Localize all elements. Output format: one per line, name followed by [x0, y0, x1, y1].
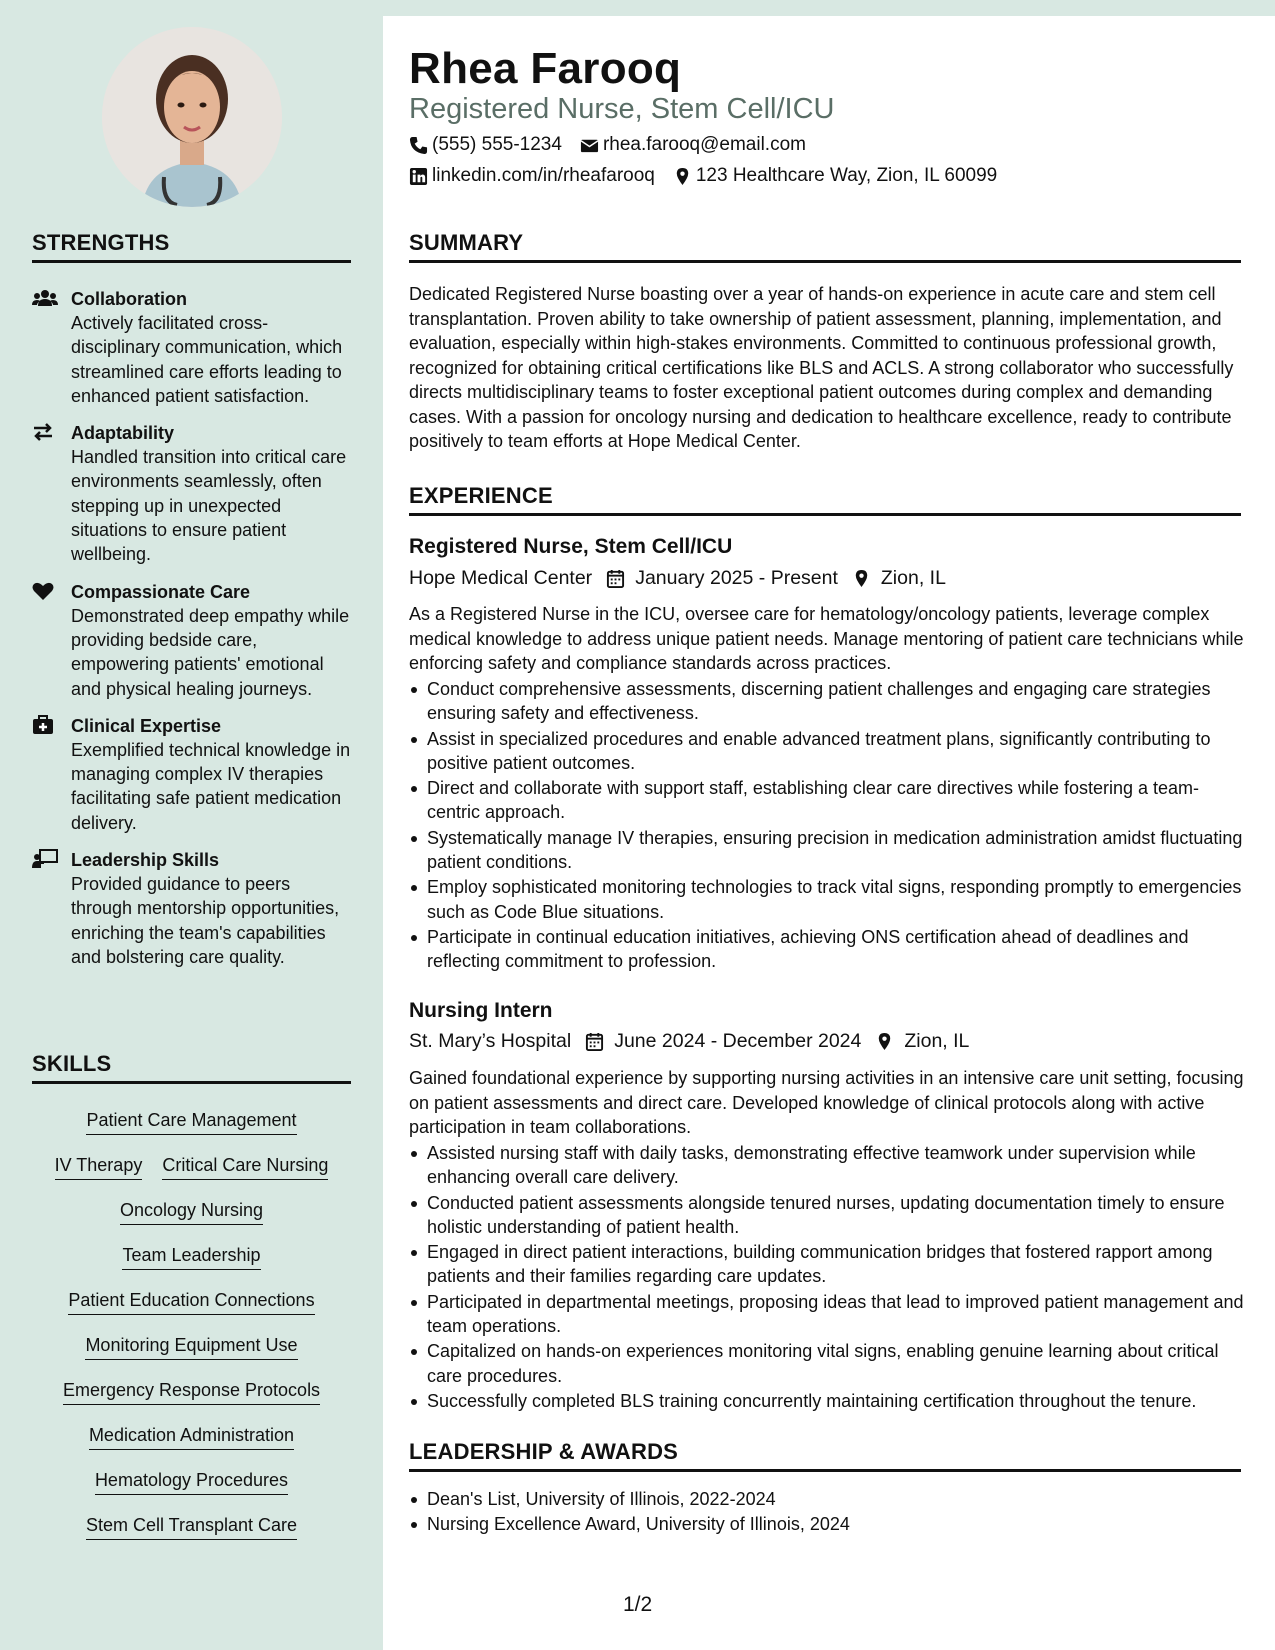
envelope-icon: [580, 136, 599, 155]
strength-item: [32, 580, 354, 701]
job-title: Registered Nurse, Stem Cell/ICU: [409, 535, 733, 558]
phone-text: (555) 555-1234: [432, 134, 562, 155]
skills-heading: SKILLS: [32, 1051, 351, 1084]
job-location: Zion, IL: [904, 1030, 970, 1052]
strength-item: [32, 848, 354, 969]
map-pin-icon: [852, 569, 871, 588]
bullet-item: Direct and collaborate with support staff, establishing clear care directives while fostering a team-centric approach.: [409, 776, 1245, 825]
company-name: St. Mary’s Hospital: [409, 1030, 572, 1052]
job-meta: [409, 1030, 969, 1053]
strength-desc: Exemplified technical knowledge in managing complex IV therapies facilitating safe patient medication delivery.: [71, 739, 351, 833]
strength-title: Compassionate Care: [71, 581, 251, 602]
experience-heading: EXPERIENCE: [409, 483, 1241, 516]
bullet-item: Conducted patient assessments alongside tenured nurses, updating documentation timely to ensure holistic understanding of patient health.: [409, 1191, 1245, 1240]
strength-item: [32, 714, 354, 835]
users-icon: [32, 288, 58, 308]
medkit-icon: [32, 715, 58, 735]
job-description: Gained foundational experience by supporting nursing activities in an intensive care unit setting, focusing on patient assessments and direct care. Developed knowledge of clinical protocols along with active participation in team collaborations.: [409, 1068, 1244, 1137]
map-pin-icon: [673, 167, 692, 186]
bullet-item: Participated in departmental meetings, proposing ideas that lead to improved patient management and team operations.: [409, 1290, 1245, 1339]
strength-title: Adaptability: [71, 423, 175, 444]
arrows-swap-icon: [32, 422, 58, 442]
map-pin-icon: [875, 1032, 894, 1051]
linkedin-text: linkedin.com/in/rheafarooq: [432, 165, 655, 186]
strength-item: [32, 421, 354, 566]
skill-tag: Hematology Procedures: [95, 1468, 288, 1495]
strength-desc: Actively facilitated cross-disciplinary communication, which streamlined care efforts leading to enhanced patient satisfaction.: [71, 313, 343, 406]
bullet-item: Systematically manage IV therapies, ensuring precision in medication administration amidst fluctuating patient conditions.: [409, 826, 1245, 875]
strength-desc: Provided guidance to peers through mentorship opportunities, enriching the team's capabilities and bolstering care quality.: [71, 874, 340, 967]
award-item: Dean's List, University of Illinois, 2022-2024: [409, 1487, 1245, 1511]
job-description: As a Registered Nurse in the ICU, oversee care for hematology/oncology patients, leverage complex medical knowledge to address unique patient needs. Manage mentoring of patient care technicians while enforcing safety and compliance standards across practices.: [409, 604, 1244, 673]
strengths-list: [32, 287, 354, 982]
bullet-item: Employ sophisticated monitoring technologies to track vital signs, responding promptly to emergencies such as Code Blue situations.: [409, 875, 1245, 924]
award-item: Nursing Excellence Award, University of Illinois, 2024: [409, 1512, 1245, 1536]
bullet-item: Capitalized on hands-on experiences monitoring vital signs, enabling genuine learning about critical care procedures.: [409, 1339, 1245, 1388]
heart-icon: [32, 581, 58, 601]
calendar-icon: [585, 1032, 604, 1051]
awards-heading: LEADERSHIP & AWARDS: [409, 1439, 1241, 1472]
bullet-item: Participate in continual education initiatives, achieving ONS certification ahead of deadlines and reflecting commitment to profession.: [409, 925, 1245, 974]
job-title: Nursing Intern: [409, 999, 553, 1022]
skill-tag: Emergency Response Protocols: [63, 1378, 320, 1405]
strength-desc: Handled transition into critical care environments seamlessly, often stepping up in unexpected situations to ensure patient wellbeing.: [71, 447, 347, 565]
candidate-title: Registered Nurse, Stem Cell/ICU: [409, 93, 835, 125]
candidate-name: Rhea Farooq: [409, 44, 682, 93]
strengths-heading: STRENGTHS: [32, 230, 351, 263]
strength-desc: Demonstrated deep empathy while providing bedside care, empowering patients' emotional and physical healing journeys.: [71, 605, 350, 699]
teacher-icon: [32, 849, 58, 869]
address-text: 123 Healthcare Way, Zion, IL 60099: [695, 165, 998, 186]
phone-contact[interactable]: [409, 134, 562, 156]
skill-tag: Monitoring Equipment Use: [85, 1333, 297, 1360]
skill-tag: Medication Administration: [89, 1423, 294, 1450]
contact-row: [409, 134, 806, 156]
main-content: [383, 16, 1275, 1650]
page-number: 1/2: [623, 1593, 653, 1616]
profile-photo: [102, 27, 282, 207]
address-contact: [673, 165, 997, 187]
bullet-item: Assist in specialized procedures and enable advanced treatment plans, significantly contributing to positive patient outcomes.: [409, 727, 1245, 776]
skill-tag: Critical Care Nursing: [162, 1153, 328, 1180]
job-location: Zion, IL: [880, 567, 946, 589]
strength-title: Leadership Skills: [71, 850, 220, 871]
skill-tag: Oncology Nursing: [120, 1198, 263, 1225]
bullet-item: Conduct comprehensive assessments, discerning patient challenges and engaging care strategies ensuring safety and effectiveness.: [409, 677, 1245, 726]
skill-tag: Team Leadership: [122, 1243, 260, 1270]
job-bullets: [409, 1141, 1245, 1414]
bullet-item: Engaged in direct patient interactions, building communication bridges that fostered rapport among patients and their families regarding care updates.: [409, 1240, 1245, 1289]
email-contact[interactable]: [580, 134, 806, 156]
skill-tag: Patient Education Connections: [68, 1288, 314, 1315]
skills-list: [32, 1108, 351, 1558]
summary-text: Dedicated Registered Nurse boasting over a year of hands-on experience in acute care and stem cell transplantation. Proven ability to take ownership of patient assessment, planning, implementation, and evaluation, especially within high-stakes environments. Committed to continuous professional growth, recognized for obtaining critical certifications like BLS and ACLS. A strong collaborator who successfully directs multidisciplinary teams to foster exceptional patient outcomes during complex and demanding cases. With a passion for oncology nursing and dedication to healthcare excellence, ready to contribute positively to team efforts at Hope Medical Center.: [409, 284, 1234, 451]
linkedin-icon: [409, 167, 428, 186]
summary-heading: SUMMARY: [409, 230, 1241, 263]
skill-tag: Patient Care Management: [86, 1108, 296, 1135]
strength-title: Clinical Expertise: [71, 715, 222, 736]
phone-icon: [409, 136, 428, 155]
contact-row: [409, 165, 997, 187]
linkedin-contact[interactable]: [409, 165, 655, 187]
job-bullets: [409, 677, 1245, 975]
strength-title: Collaboration: [71, 289, 187, 309]
job-dates: June 2024 - December 2024: [614, 1030, 862, 1052]
bullet-item: Successfully completed BLS training concurrently maintaining certification throughout the tenure.: [409, 1389, 1245, 1413]
job-meta: [409, 567, 946, 590]
sidebar: [0, 0, 383, 1650]
job-dates: January 2025 - Present: [635, 567, 838, 589]
company-name: Hope Medical Center: [409, 567, 593, 589]
skill-tag: IV Therapy: [55, 1153, 143, 1180]
awards-list: [409, 1487, 1245, 1538]
skill-tag: Stem Cell Transplant Care: [86, 1513, 297, 1540]
email-text: rhea.farooq@email.com: [602, 134, 806, 155]
strength-item: [32, 287, 354, 408]
calendar-icon: [606, 569, 625, 588]
bullet-item: Assisted nursing staff with daily tasks, demonstrating effective teamwork under supervision while enhancing overall care delivery.: [409, 1141, 1245, 1190]
